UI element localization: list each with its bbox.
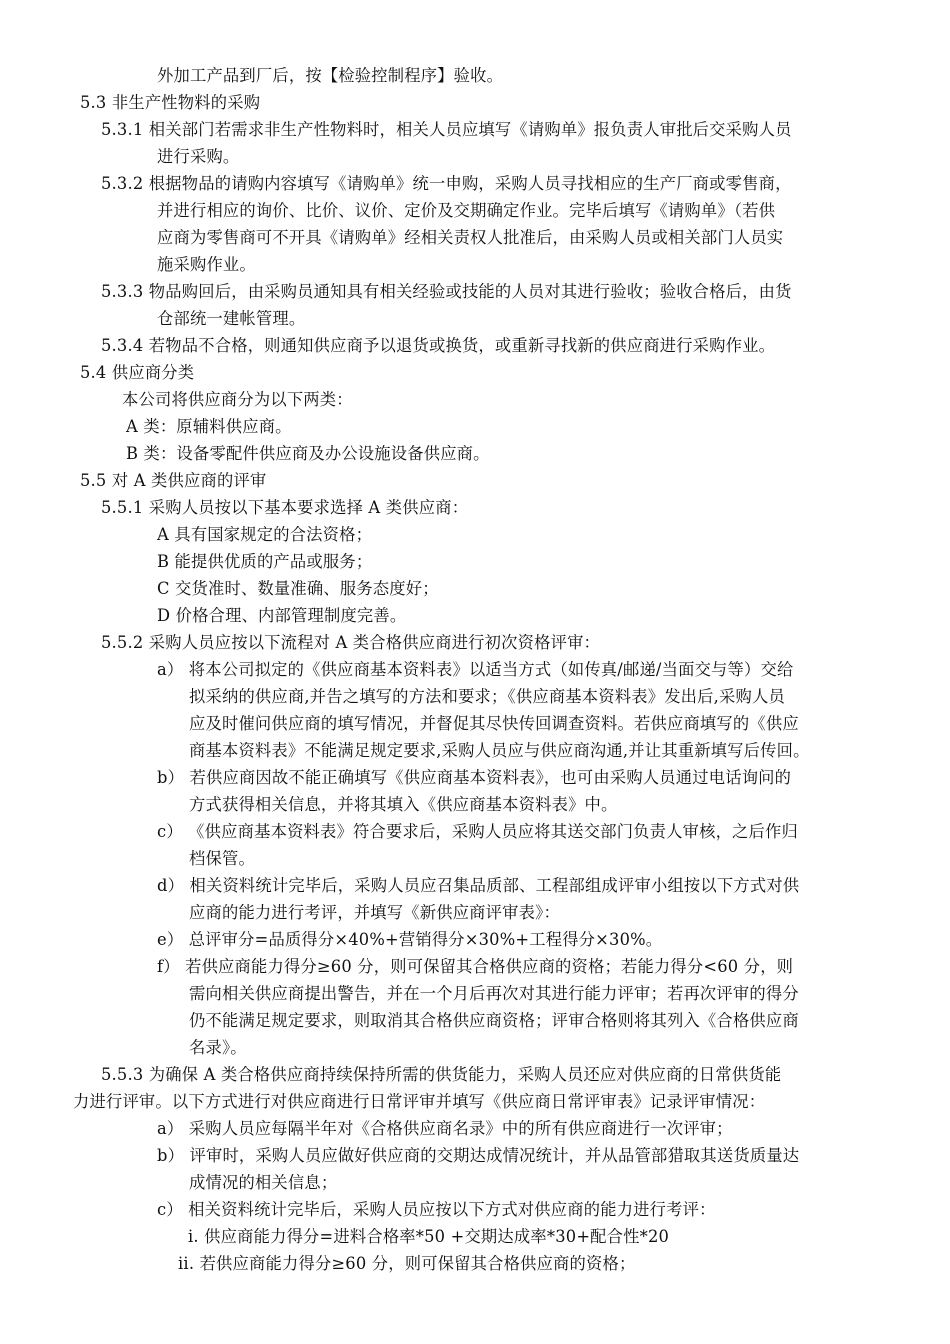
text-line: B 能提供优质的产品或服务； [157, 552, 373, 571]
list-item: b） 评审时，采购人员应做好供应商的交期达成情况统计，并从品管部猎取其送货质量达 [157, 1146, 800, 1165]
text-line: A 具有国家规定的合法资格； [157, 525, 373, 544]
list-item: a） 采购人员应每隔半年对《合格供应商名录》中的所有供应商进行一次评审； [157, 1119, 733, 1138]
list-item: c） 《供应商基本资料表》符合要求后，采购人员应将其送交部门负责人审核，之后作归 [157, 822, 798, 841]
list-item: e） 总评审分=品质得分×40%+营销得分×30%+工程得分×30%。 [157, 930, 663, 949]
text-line: 5.5.3 为确保 A 类合格供应商持续保持所需的供货能力，采购人员还应对供应商的日常供货能 [101, 1065, 782, 1084]
text-line: 5.5.1 采购人员按以下基本要求选择 A 类供应商： [101, 498, 469, 517]
text-line: 5.5.2 采购人员应按以下流程对 A 类合格供应商进行初次资格评审： [101, 633, 601, 652]
text-line: 方式获得相关信息，并将其填入《供应商基本资料表》中。 [189, 795, 618, 814]
section-heading: 5.4 供应商分类 [80, 363, 195, 382]
list-item: i. 供应商能力得分=进料合格率*50 +交期达成率*30+配合性*20 [188, 1227, 670, 1246]
list-item: f） 若供应商能力得分≥60 分，则可保留其合格供应商的资格；若能力得分<60 分，则 [157, 957, 794, 976]
section-heading: 5.5 对 A 类供应商的评审 [80, 471, 267, 490]
list-item: c） 相关资料统计完毕后，采购人员应按以下方式对供应商的能力进行考评： [157, 1200, 716, 1219]
text-line: 5.3.3 物品购回后，由采购员通知具有相关经验或技能的人员对其进行验收；验收合格后，由货 [101, 282, 792, 301]
text-line: 成情况的相关信息； [189, 1173, 338, 1192]
text-line: 5.3.2 根据物品的请购内容填写《请购单》统一申购，采购人员寻找相应的生产厂商或零售商， [101, 174, 792, 193]
text-line: 档保管。 [189, 849, 255, 868]
text-line: 并进行相应的询价、比价、议价、定价及交期确定作业。完毕后填写《请购单》（若供 [157, 201, 776, 220]
text-line: 外加工产品到厂后，按【检验控制程序】验收。 [157, 66, 504, 85]
list-item: d） 相关资料统计完毕后，采购人员应召集品质部、工程部组成评审小组按以下方式对供 [157, 876, 800, 895]
text-line: 应商为零售商可不开具《请购单》经相关责权人批准后，由采购人员或相关部门人员实 [157, 228, 784, 247]
text-line: 应商的能力进行考评，并填写《新供应商评审表》： [189, 903, 560, 922]
text-line: 需向相关供应商提出警告，并在一个月后再次对其进行能力评审；若再次评审的得分 [189, 984, 799, 1003]
text-line: 名录》。 [189, 1038, 247, 1057]
text-line: 5.3.4 若物品不合格，则通知供应商予以退货或换货，或重新寻找新的供应商进行采购作业。 [101, 336, 776, 355]
text-line: 5.3.1 相关部门若需求非生产性物料时，相关人员应填写《请购单》报负责人审批后交采购人员 [101, 120, 792, 139]
text-line: 本公司将供应商分为以下两类： [122, 390, 353, 409]
list-item: a） 将本公司拟定的《供应商基本资料表》以适当方式（如传真/邮递/当面交与等）交给 [157, 660, 794, 679]
text-line: 施采购作业。 [157, 255, 256, 274]
text-line: 进行采购。 [157, 147, 240, 166]
text-line: A 类：原辅料供应商。 [126, 417, 292, 436]
text-line: 仓部统一建帐管理。 [157, 309, 306, 328]
text-line: B 类：设备零配件供应商及办公设施设备供应商。 [126, 444, 490, 463]
text-line: 力进行评审。以下方式进行对供应商进行日常评审并填写《供应商日常评审表》记录评审情况： [73, 1092, 766, 1111]
text-line: 仍不能满足规定要求，则取消其合格供应商资格；评审合格则将其列入《合格供应商 [189, 1011, 799, 1030]
text-line: 拟采纳的供应商,并告之填写的方法和要求；《供应商基本资料表》发出后,采购人员 [189, 687, 785, 706]
section-heading: 5.3 非生产性物料的采购 [80, 93, 261, 112]
text-line: 应及时催问供应商的填写情况，并督促其尽快传回调查资料。若供应商填写的《供应 [189, 714, 799, 733]
text-line: 商基本资料表》不能满足规定要求,采购人员应与供应商沟通,并让其重新填写后传回。 [189, 741, 810, 760]
list-item: ii. 若供应商能力得分≥60 分，则可保留其合格供应商的资格； [178, 1254, 636, 1273]
text-line: D 价格合理、内部管理制度完善。 [157, 606, 407, 625]
list-item: b） 若供应商因故不能正确填写《供应商基本资料表》，也可由采购人员通过电话询问的 [157, 768, 792, 787]
text-line: C 交货准时、数量准确、服务态度好； [157, 579, 439, 598]
